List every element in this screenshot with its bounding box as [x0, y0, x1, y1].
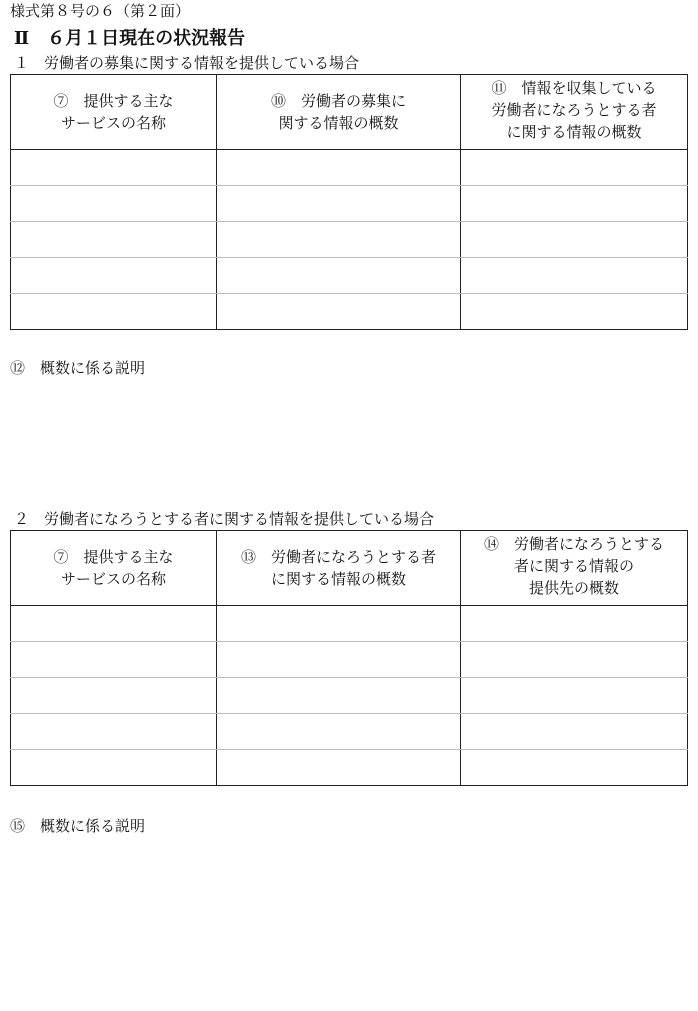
table-cell[interactable]: [461, 606, 688, 642]
table-cell[interactable]: [461, 642, 688, 678]
part2-header-service-name: [11, 531, 217, 606]
table-row: [11, 642, 688, 678]
table-row: [11, 678, 688, 714]
table-cell[interactable]: [11, 750, 217, 786]
table-cell[interactable]: [217, 150, 461, 186]
header-line: に関する情報の概数: [506, 123, 642, 141]
header-line: ⑪ 情報を収集している: [491, 79, 657, 97]
header-line: 提供先の概数: [528, 579, 619, 597]
table-row: [11, 186, 688, 222]
header-line: ⑦ 提供する主な: [53, 548, 174, 566]
table-cell[interactable]: [217, 222, 461, 258]
table-cell[interactable]: [461, 186, 688, 222]
part2-header-recipient-count: [461, 531, 688, 606]
table-row: [11, 750, 688, 786]
table-cell[interactable]: [11, 678, 217, 714]
table-row: [11, 606, 688, 642]
part1-header-recruitment-count: [217, 75, 461, 150]
header-line: 者に関する情報の: [513, 557, 634, 575]
table-cell[interactable]: [11, 642, 217, 678]
part2-note-label: ⑮ 概数に係る説明: [10, 817, 146, 835]
table-cell[interactable]: [461, 714, 688, 750]
header-line: ⑩ 労働者の募集に: [270, 92, 406, 110]
table-cell[interactable]: [217, 714, 461, 750]
part1-header-row: [11, 75, 688, 150]
table-cell[interactable]: [11, 150, 217, 186]
table-cell[interactable]: [461, 150, 688, 186]
part1-header-jobseeker-count: [461, 75, 688, 150]
table-cell[interactable]: [11, 294, 217, 330]
section-title: Ⅱ ６月１日現在の状況報告: [14, 28, 246, 49]
part2-table: [10, 530, 688, 786]
part1-header-service-name: [11, 75, 217, 150]
table-row: [11, 294, 688, 330]
header-line: サービスの名称: [60, 114, 166, 132]
table-cell[interactable]: [217, 678, 461, 714]
part1-note-label: ⑫ 概数に係る説明: [10, 359, 146, 377]
table-cell[interactable]: [11, 186, 217, 222]
part1-table: [10, 74, 688, 330]
table-row: [11, 714, 688, 750]
table-cell[interactable]: [461, 258, 688, 294]
part1-title: １ 労働者の募集に関する情報を提供している場合: [14, 54, 360, 72]
part2-title: ２ 労働者になろうとする者に関する情報を提供している場合: [14, 510, 435, 528]
table-cell[interactable]: [461, 750, 688, 786]
header-line: 関する情報の概数: [278, 114, 399, 132]
header-line: 労働者になろうとする者: [491, 101, 657, 119]
table-cell[interactable]: [11, 606, 217, 642]
header-line: サービスの名称: [60, 570, 166, 588]
table-row: [11, 258, 688, 294]
table-cell[interactable]: [461, 678, 688, 714]
table-cell[interactable]: [217, 606, 461, 642]
table-row: [11, 150, 688, 186]
header-line: ⑦ 提供する主な: [53, 92, 174, 110]
table-cell[interactable]: [217, 186, 461, 222]
header-line: ⑬ 労働者になろうとする者: [240, 548, 436, 566]
table-cell[interactable]: [461, 294, 688, 330]
form-number: 様式第８号の６（第２面）: [10, 2, 191, 20]
table-cell[interactable]: [217, 258, 461, 294]
part2-header-row: [11, 531, 688, 606]
table-cell[interactable]: [217, 750, 461, 786]
part2-header-jobseeker-count: [217, 531, 461, 606]
table-cell[interactable]: [11, 222, 217, 258]
table-cell[interactable]: [217, 294, 461, 330]
table-cell[interactable]: [217, 642, 461, 678]
header-line: ⑭ 労働者になろうとする: [483, 535, 664, 553]
header-line: に関する情報の概数: [270, 570, 406, 588]
table-cell[interactable]: [11, 714, 217, 750]
table-cell[interactable]: [11, 258, 217, 294]
table-row: [11, 222, 688, 258]
table-cell[interactable]: [461, 222, 688, 258]
